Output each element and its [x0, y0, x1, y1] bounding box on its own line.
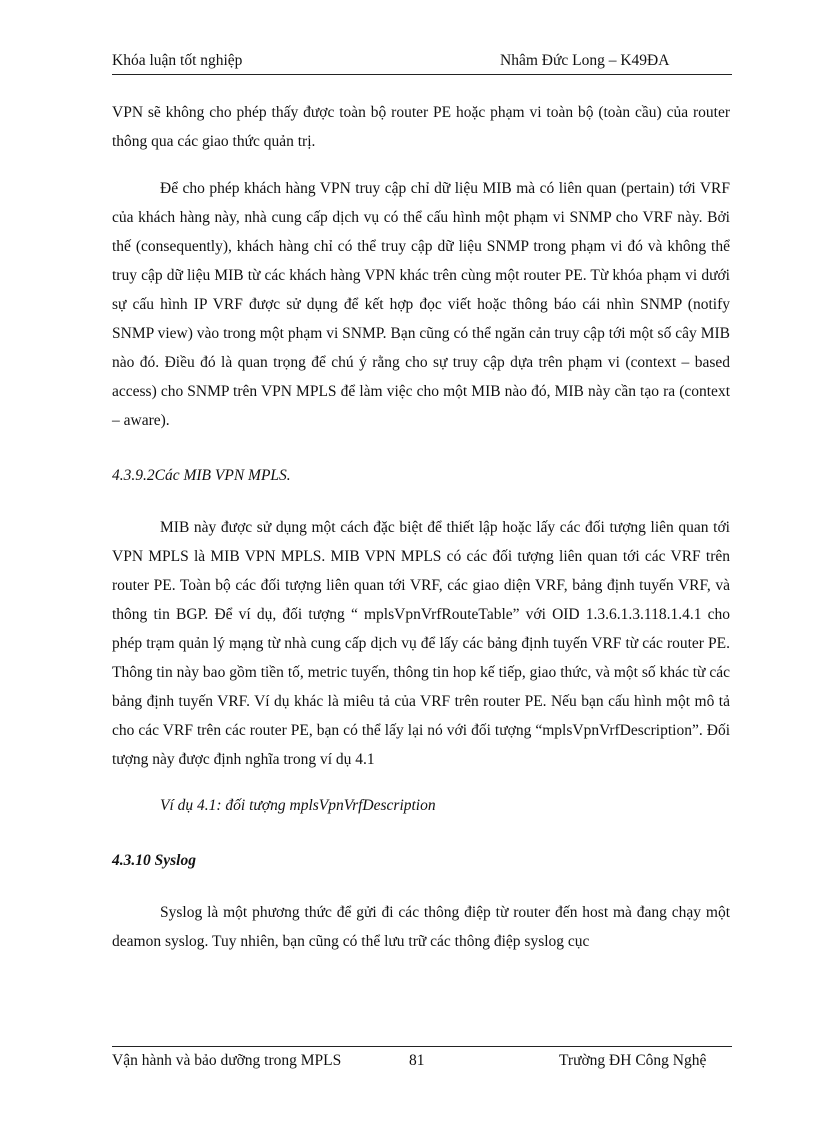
header-title: Khóa luận tốt nghiệp — [112, 52, 243, 69]
page-number: 81 — [409, 1052, 425, 1069]
paragraph-4: Syslog là một phương thức để gửi đi các thông điệp từ router đến host mà đang chạy một deamon syslog. Tuy nhiên, bạn cũng có thể lưu trữ các thông điệp syslog cục — [112, 904, 730, 950]
page-footer — [112, 1046, 732, 1077]
paragraph-3: MIB này được sử dụng một cách đặc biệt để thiết lập hoặc lấy các đối tượng liên quan tới VPN MPLS là MIB VPN MPLS. MIB VPN MPLS có các đối tượng liên quan tới các VRF trên router PE. Toàn bộ các đối tượng liên quan tới VRF, các giao diện VRF, bảng định tuyến VRF, và thông tin BGP. Để ví dụ, đối tượng “ mplsVpnVrfRouteTable” với OID 1.3.6.1.3.118.1.4.1 cho phép trạm quản lý mạng từ nhà cung cấp dịch vụ để lấy các bảng định tuyến VRF từ các router PE. Thông tin này bao gồm tiền tố, metric tuyến, thông tin hop kế tiếp, giao thức, và một số khác từ các bảng định tuyến VRF. Ví dụ khác là miêu tả của VRF trên router PE. Nếu bạn cấu hình một mô tả cho các VRF trên các router PE, bạn có thể lấy lại nó với đối tượng “mplsVpnVrfDescription”. Đối tượng này được định nghĩa trong ví dụ 4.1 — [112, 519, 730, 768]
section-heading-syslog: 4.3.10 Syslog — [112, 852, 196, 869]
footer-university: Trường ĐH Công Nghệ — [559, 1052, 707, 1069]
example-caption: Ví dụ 4.1: đối tượng mplsVpnVrfDescription — [160, 797, 436, 814]
page-header — [112, 52, 732, 75]
page-body — [112, 98, 730, 956]
paragraph-2: Để cho phép khách hàng VPN truy cập chỉ dữ liệu MIB mà có liên quan (pertain) tới VRF của khách hàng này, nhà cung cấp dịch vụ có thể cấu hình một phạm vi SNMP cho VRF này. Bởi thế (consequently), khách hàng chỉ có thể truy cập dữ liệu SNMP trong phạm vi đó và không thể truy cập dữ liệu MIB từ các khách hàng VPN khác trên cùng một router PE. Từ khóa phạm vi dưới sự cấu hình IP VRF được sử dụng để kết hợp đọc viết hoặc thông báo cái nhìn SNMP (notify SNMP view) vào trong một phạm vi SNMP. Bạn cũng có thể ngăn cản truy cập tới một số cây MIB nào đó. Điều đó là quan trọng để chú ý rằng cho sự truy cập dựa trên phạm vi (context – based access) cho SNMP trên VPN MPLS để làm việc cho một MIB nào đó, MIB này cần tạo ra (context – aware). — [112, 180, 730, 429]
paragraph-1: VPN sẽ không cho phép thấy được toàn bộ router PE hoặc phạm vi toàn bộ (toàn cầu) của router thông qua các giao thức quản trị. — [112, 104, 730, 150]
section-heading-mib: 4.3.9.2Các MIB VPN MPLS. — [112, 467, 291, 484]
footer-title: Vận hành và bảo dưỡng trong MPLS — [112, 1052, 342, 1069]
header-author: Nhâm Đức Long – K49ĐA — [500, 52, 670, 69]
